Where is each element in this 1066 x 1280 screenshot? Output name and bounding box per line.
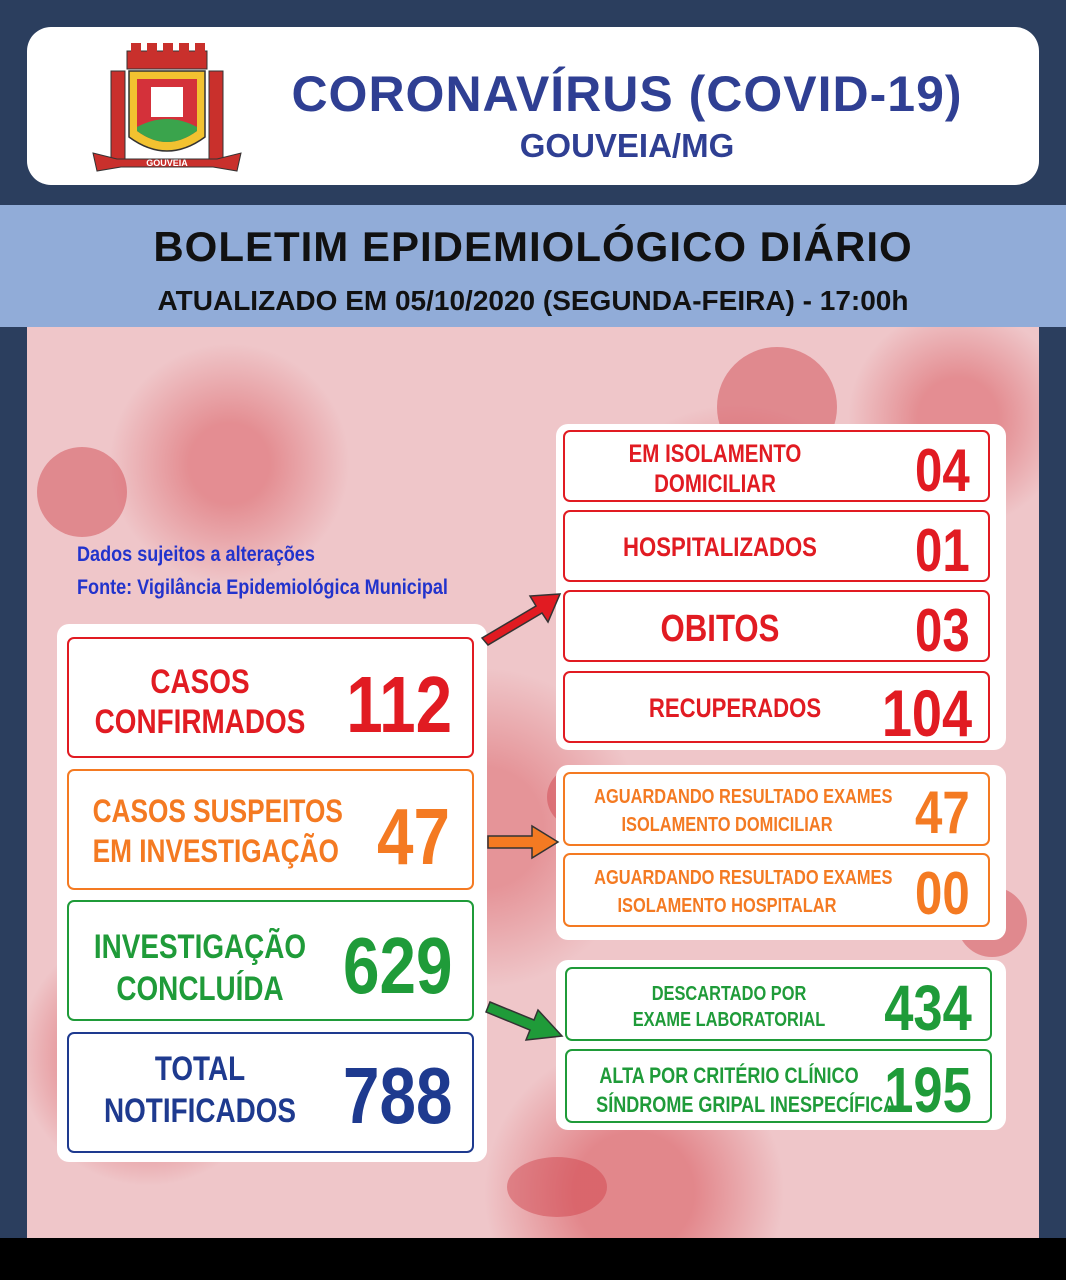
clinical-discharge-label-2: SÍNDROME GRIPAL INESPECÍFICA [596,1092,897,1117]
clinical-discharge-value: 195 [884,1054,972,1126]
page-title: CORONAVÍRUS (COVID-19) [291,66,963,122]
recovered-value: 104 [881,676,972,750]
confirmed-label-2: CONFIRMADOS [94,703,306,741]
crest-ribbon-text: GOUVEIA [146,158,188,168]
arrow-right-icon [486,822,560,862]
recovered-label: RECUPERADOS [648,693,822,723]
clinical-discharge-box [565,1049,992,1126]
virus-decoration [507,1157,607,1217]
page-subtitle: GOUVEIA/MG [519,127,735,164]
data-source-note [77,538,448,604]
investigation-concluded-box [67,900,474,1021]
arrow-right-up-icon [478,588,564,646]
hospitalized-label: HOSPITALIZADOS [623,532,817,562]
total-value: 788 [342,1051,452,1140]
bulletin-updated-date: ATUALIZADO EM 05/10/2020 (SEGUNDA-FEIRA) - 17:00h [157,285,909,316]
awaiting-home-label-2: ISOLAMENTO DOMICILIAR [621,814,833,836]
hospitalized-value: 01 [915,517,970,584]
awaiting-home-box [563,772,990,846]
home-isolation-box [563,430,990,502]
concluded-label-1: INVESTIGAÇÃO [93,928,307,966]
awaiting-hospital-value: 00 [915,860,970,927]
awaiting-hospital-label-1: AGUARDANDO RESULTADO EXAMES [594,867,893,889]
deaths-box [563,590,990,662]
clinical-discharge-label-1: ALTA POR CRITÉRIO CLÍNICO [599,1063,859,1088]
home-isolation-label-2: DOMICILIAR [654,470,776,498]
confirmed-value: 112 [346,660,452,749]
suspected-value: 47 [377,792,450,881]
home-isolation-label-1: EM ISOLAMENTO [628,440,802,468]
home-isolation-value: 04 [915,437,970,504]
awaiting-hospital-box [563,853,990,927]
suspected-label-2: EM INVESTIGAÇÃO [92,833,339,869]
deaths-value: 03 [915,597,970,664]
bulletin-band [0,205,1066,327]
virus-decoration [37,447,127,537]
recovered-box [563,671,990,750]
arrow-right-down-icon [484,998,564,1046]
municipal-crest-icon [87,41,247,181]
concluded-label-2: CONCLUÍDA [116,970,284,1008]
note-line-disclaimer: Dados sujeitos a alterações [77,543,315,566]
lab-discarded-label-2: EXAME LABORATORIAL [632,1009,826,1031]
lab-discarded-value: 434 [884,972,972,1044]
lab-discarded-label-1: DESCARTADO POR [651,983,807,1005]
hospitalized-box [563,510,990,582]
total-label-2: NOTIFICADOS [103,1092,297,1130]
header-card [27,27,1039,185]
concluded-value: 629 [342,921,452,1010]
awaiting-home-label-1: AGUARDANDO RESULTADO EXAMES [594,786,893,808]
suspected-label-1: CASOS SUSPEITOS [92,793,343,829]
confirmed-cases-box [67,637,474,758]
note-line-source: Fonte: Vigilância Epidemiológica Municipal [77,576,448,599]
awaiting-home-value: 47 [915,779,970,846]
total-label-1: TOTAL [154,1050,246,1088]
lab-discarded-box [565,967,992,1044]
awaiting-hospital-label-2: ISOLAMENTO HOSPITALAR [617,895,837,917]
bulletin-title: BOLETIM EPIDEMIOLÓGICO DIÁRIO [153,223,913,270]
total-notified-box [67,1032,474,1153]
deaths-label: OBITOS [660,608,780,650]
suspected-cases-box [67,769,474,890]
confirmed-label-1: CASOS [150,663,250,701]
